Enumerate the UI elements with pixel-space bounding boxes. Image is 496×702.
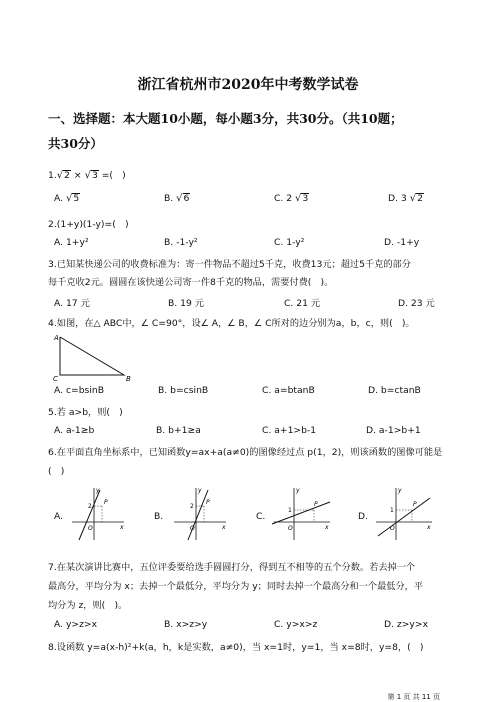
question-7-option-b: B. x>z>y [164, 619, 208, 630]
svg-text:O: O [190, 525, 195, 532]
question-2-stem: 2.(1+y)(1-y)=( ) [48, 219, 129, 230]
vertex-a-label: A [54, 334, 59, 342]
svg-text:O: O [288, 525, 293, 532]
question-3-option-b: B. 19 元 [168, 298, 204, 309]
question-1-option-d: D. 3 √2 [388, 193, 423, 204]
question-3-option-a: A. 17 元 [54, 298, 90, 309]
svg-text:P: P [314, 501, 318, 508]
question-3-option-d: D. 23 元 [398, 298, 435, 309]
question-4-option-c: C. a=btanB [262, 385, 315, 396]
question-5-option-d: D. a-1>b+1 [366, 425, 421, 436]
svg-text:2: 2 [190, 503, 194, 510]
question-7-option-a: A. y>z>x [54, 619, 98, 630]
graph-c [268, 484, 332, 542]
vertex-b-label: B [126, 375, 131, 383]
question-4-option-a: A. c=bsinB [54, 385, 105, 396]
question-4-option-d: D. b=ctanB [368, 385, 421, 396]
svg-text:x: x [222, 524, 226, 531]
svg-text:x: x [427, 524, 431, 531]
question-5-option-a: A. a-1≥b [54, 425, 95, 436]
svg-text:1: 1 [390, 507, 394, 514]
graph-d [370, 484, 434, 542]
vertex-c-label: C [53, 375, 58, 383]
question-6-option-c: C. [256, 511, 266, 522]
question-4-option-b: B. b=csinB [158, 385, 209, 396]
svg-text:x: x [325, 524, 329, 531]
svg-text:y: y [296, 487, 300, 494]
question-6-line2: ( ) [48, 466, 65, 477]
question-2-option-c: C. 1-y² [274, 237, 305, 248]
question-5-option-c: C. a+1>b-1 [262, 425, 317, 436]
svg-text:P: P [206, 499, 210, 506]
triangle-figure [48, 330, 134, 384]
question-4-stem: 4.如图，在△ ABC中，∠ C=90°，设∠ A，∠ B，∠ C所对的边分别为a，b，c，则( )。 [48, 318, 415, 329]
question-5-stem: 5.若 a>b，则( ) [48, 407, 123, 418]
svg-text:1: 1 [288, 507, 292, 514]
svg-text:x: x [120, 524, 124, 531]
question-3-option-c: C. 21 元 [284, 298, 321, 309]
question-6-line1: 6.在平面直角坐标系中，已知函数y=ax+a(a≠0)的图像经过点 p(1，2)，则该函数的图像可能是 [48, 447, 443, 458]
svg-text:y: y [96, 487, 100, 494]
question-7-line3: 均分为 z，则( )。 [48, 600, 128, 611]
svg-text:O: O [88, 525, 93, 532]
svg-text:y: y [198, 487, 202, 494]
question-7-option-d: D. z>y>x [384, 619, 429, 630]
question-1-option-a: A. √5 [54, 193, 80, 204]
question-8-stem: 8.设函数 y=a(x-h)²+k(a，h，k是实数，a≠0)，当 x=1时，y=1，当 x=8时，y=8，( ) [48, 642, 424, 653]
svg-text:2: 2 [88, 503, 92, 510]
svg-text:y: y [398, 487, 402, 494]
section-heading-line1: 一、选择题：本大题10小题，每小题3分，共30分。（共10题； [48, 111, 403, 126]
question-2-option-a: A. 1+y² [54, 237, 89, 248]
page-footer: 第 1 页 共 11 页 [387, 693, 440, 701]
page-title: 浙江省杭州市2020年中考数学试卷 [137, 77, 359, 93]
question-6-option-d: D. [358, 511, 368, 522]
question-5-option-b: B. b+1≥a [156, 425, 201, 436]
question-7-line2: 最高分，平均分为 x；去掉一个最低分，平均分为 y；同时去掉一个最高分和一个最低分，平 [48, 581, 424, 592]
question-2-option-d: D. -1+y [384, 237, 420, 248]
question-3-line2: 每千克收2元。圆圆在该快递公司寄一件8千克的物品，需要付费( )。 [48, 277, 334, 288]
graph-b [166, 484, 230, 542]
section-heading-line2: 共30分） [48, 136, 103, 151]
question-1-option-b: B. √6 [164, 193, 190, 204]
question-1-option-c: C. 2 √3 [274, 193, 309, 204]
graph-a [64, 484, 128, 542]
question-7-line1: 7.在某次演讲比赛中，五位评委要给选手圆圆打分，得到互不相等的五个分数。若去掉一个 [48, 562, 416, 573]
question-1-stem: 1.√2 × √3 =( ) [48, 170, 126, 181]
svg-text:P: P [413, 501, 417, 508]
svg-text:O: O [390, 525, 395, 532]
question-2-option-b: B. -1-y² [164, 237, 198, 248]
svg-text:P: P [104, 499, 108, 506]
question-3-line1: 3.已知某快递公司的收费标准为：寄一件物品不超过5千克，收费13元；超过5千克的部分 [48, 259, 411, 270]
question-7-option-c: C. y>x>z [274, 619, 318, 630]
question-6-option-a: A. [54, 511, 64, 522]
question-6-option-b: B. [154, 511, 164, 522]
